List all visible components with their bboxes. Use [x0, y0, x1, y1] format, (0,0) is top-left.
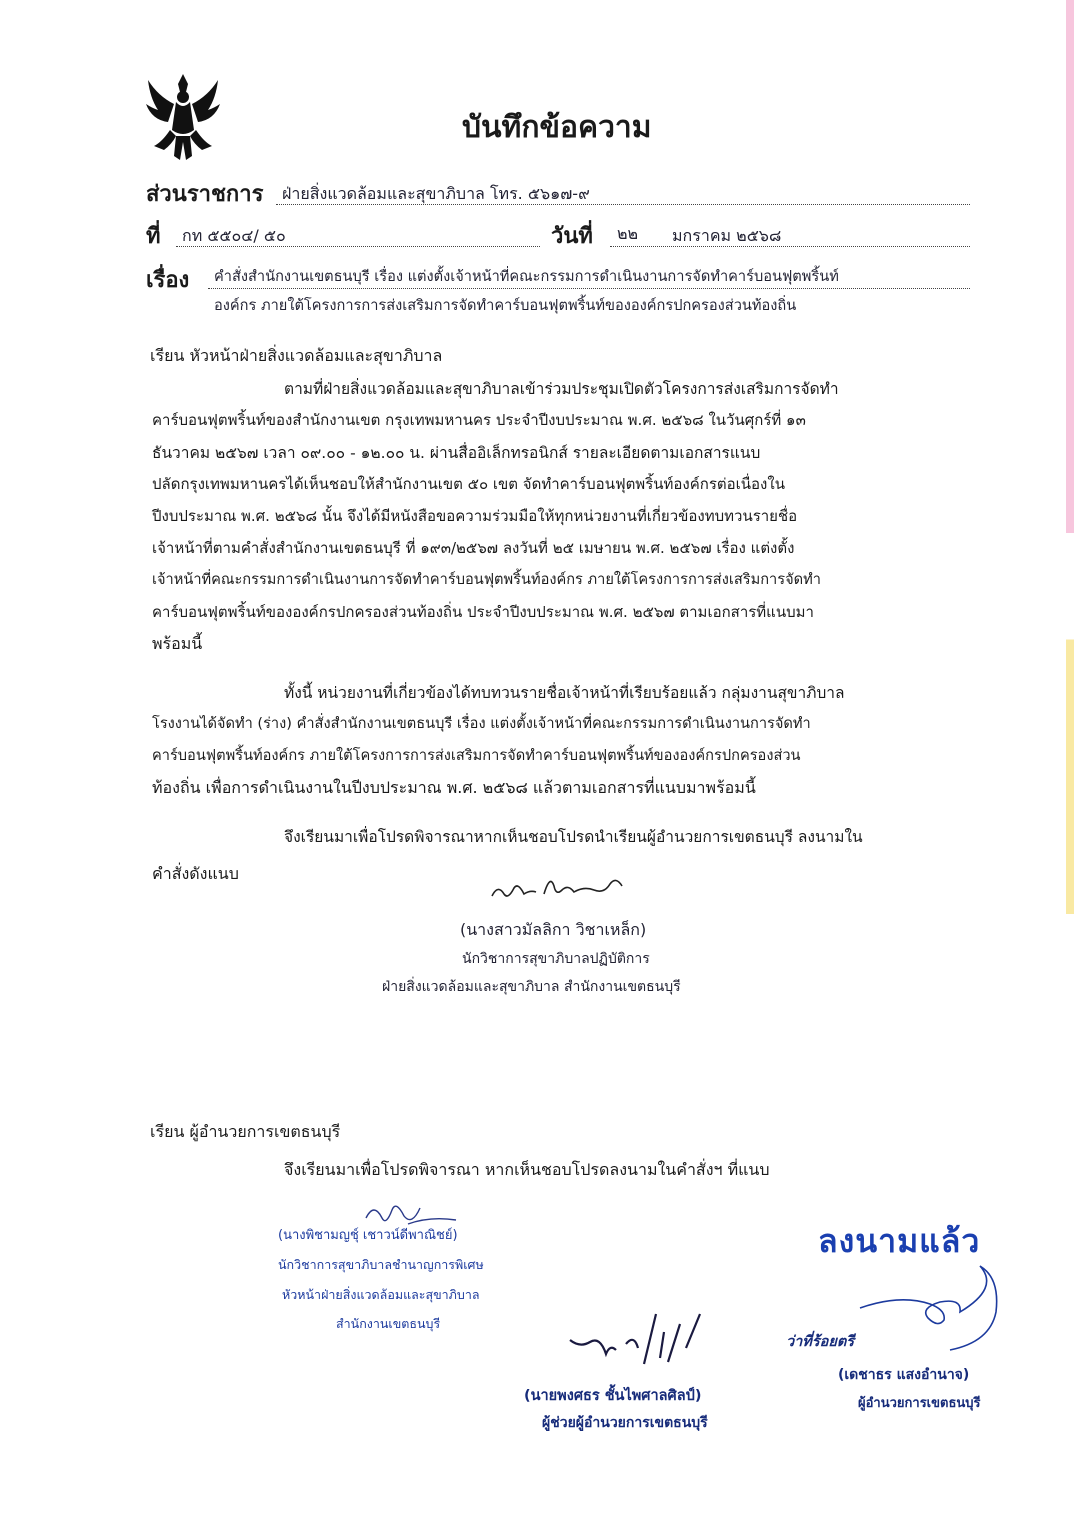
para1-line-4: ปลัดกรุงเทพมหานครได้เห็นชอบให้สำนักงานเขต ๕๐ เขต จัดทำคาร์บอนฟุตพริ้นท์องค์กรต่อเนื่องใน — [152, 475, 785, 493]
ref-line — [176, 246, 540, 247]
signature-1 — [488, 866, 638, 906]
para1-line-6: เจ้าหน้าที่ตามคำสั่งสำนักงานเขตธนบุรี ที่ ๑๙๓/๒๕๖๗ ลงวันที่ ๒๕ เมษายน พ.ศ. ๒๕๖๗ เรื่อง แต่งตั้ง — [152, 539, 795, 557]
recipient-line: เรียน หัวหน้าฝ่ายสิ่งแวดล้อมและสุขาภิบาล — [150, 346, 443, 365]
signature-4 — [850, 1258, 1030, 1368]
subject-line-2: องค์กร ภายใต้โครงการการส่งเสริมการจัดทำคาร์บอนฟุตพริ้นท์ขององค์กรปกครองส่วนท้องถิ่น — [214, 297, 797, 314]
signer2-office: สำนักงานเขตธนบุรี — [336, 1316, 441, 1331]
signer3-name: (นายพงศธร ชั้นไพศาลศิลป์) — [524, 1388, 702, 1404]
garuda-emblem-icon — [140, 70, 226, 162]
page-title: บันทึกข้อความ — [462, 110, 652, 145]
ref-label: ที่ — [146, 224, 161, 249]
para1-line-7: เจ้าหน้าที่คณะกรรมการดำเนินงานการจัดทำคาร์บอนฟุตพริ้นท์องค์กร ภายใต้โครงการการส่งเสริมการจัดทำ — [152, 571, 821, 588]
date-line — [610, 246, 970, 247]
signer1-name: (นางสาวมัลลิกา วิชาเหล็ก) — [460, 920, 647, 939]
signature-3 — [560, 1304, 740, 1374]
para3-line-1: จึงเรียนมาเพื่อโปรดพิจารณาหากเห็นชอบโปรดนำเรียนผู้อำนวยการเขตธนบุรี ลงนามใน — [284, 828, 863, 846]
department-line — [276, 204, 970, 205]
signer4-prefix: ว่าที่ร้อยตรี — [786, 1334, 855, 1350]
signer4-position: ผู้อำนวยการเขตธนบุรี — [858, 1396, 981, 1411]
signed-stamp: ลงนามแล้ว — [818, 1222, 981, 1260]
signer2-position: นักวิชาการสุขาภิบาลชำนาญการพิเศษ — [278, 1257, 484, 1272]
signer1-position: นักวิชาการสุขาภิบาลปฏิบัติการ — [462, 951, 650, 967]
para1-line-5: ปีงบประมาณ พ.ศ. ๒๕๖๘ นั้น จึงได้มีหนังสือขอความร่วมมือให้ทุกหน่วยงานที่เกี่ยวข้องทบทวนรายชื่อ — [152, 507, 798, 525]
signer2-name: (นางพิชามญชุ์ เชาวน์ดีพาณิชย์) — [278, 1228, 458, 1243]
para1-line-2: คาร์บอนฟุตพริ้นท์ของสำนักงานเขต กรุงเทพมหานคร ประจำปีงบประมาณ พ.ศ. ๒๕๖๘ ในวันศุกร์ที่ ๑๓ — [152, 411, 806, 429]
para1-line-8: คาร์บอนฟุตพริ้นท์ขององค์กรปกครองส่วนท้องถิ่น ประจำปีงบประมาณ พ.ศ. ๒๕๖๗ ตามเอกสารที่แนบมา — [152, 603, 814, 621]
department-label: ส่วนราชการ — [146, 182, 264, 207]
recipient2-line: เรียน ผู้อำนวยการเขตธนบุรี — [150, 1122, 341, 1141]
para4-line: จึงเรียนมาเพื่อโปรดพิจารณา หากเห็นชอบโปรดลงนามในคำสั่งฯ ที่แนบ — [284, 1160, 770, 1179]
subject-line-1: คำสั่งสำนักงานเขตธนบุรี เรื่อง แต่งตั้งเจ้าหน้าที่คณะกรรมการดำเนินงานการจัดทำคาร์บอนฟุตพริ้นท์ — [214, 268, 839, 285]
para1-line-1: ตามที่ฝ่ายสิ่งแวดล้อมและสุขาภิบาลเข้าร่วมประชุมเปิดตัวโครงการส่งเสริมการจัดทำ — [284, 380, 839, 398]
date-month-year: มกราคม ๒๕๖๘ — [672, 226, 782, 245]
signer2-unit: หัวหน้าฝ่ายสิ่งแวดล้อมและสุขาภิบาล — [282, 1287, 480, 1302]
date-label: วันที่ — [551, 224, 593, 249]
date-day: ๒๒ — [617, 224, 639, 243]
para2-line-1: ทั้งนี้ หน่วยงานที่เกี่ยวข้องได้ทบทวนรายชื่อเจ้าหน้าที่เรียบร้อยแล้ว กลุ่มงานสุขาภิบาล — [284, 684, 845, 702]
para1-line-3: ธันวาคม ๒๕๖๗ เวลา ๐๙.๐๐ - ๑๒.๐๐ น. ผ่านสื่ออิเล็กทรอนิกส์ รายละเอียดตามเอกสารแนบ — [152, 444, 761, 462]
para3-line-2: คำสั่งดังแนบ — [152, 864, 239, 883]
para1-line-9: พร้อมนี้ — [152, 634, 203, 653]
para2-line-3: คาร์บอนฟุตพริ้นท์องค์กร ภายใต้โครงการการส่งเสริมการจัดทำคาร์บอนฟุตพริ้นท์ขององค์กรปกครองส่วน — [152, 747, 801, 764]
signer4-name: (เดชาธร แสงอำนาจ) — [838, 1367, 970, 1383]
para2-line-2: โรงงานได้จัดทำ (ร่าง) คำสั่งสำนักงานเขตธนบุรี เรื่อง แต่งตั้งเจ้าหน้าที่คณะกรรมการดำเนินงานการจัดทำ — [152, 715, 811, 732]
ref-value: กท ๕๕๐๔/ ๕๐ — [182, 226, 286, 245]
subject-label: เรื่อง — [146, 268, 190, 293]
subject-underline — [208, 288, 970, 289]
department-value: ฝ่ายสิ่งแวดล้อมและสุขาภิบาล โทร. ๕๖๑๗-๙ — [282, 184, 590, 203]
page-edge-color-strip — [1066, 0, 1074, 1523]
signer1-unit: ฝ่ายสิ่งแวดล้อมและสุขาภิบาล สำนักงานเขตธนบุรี — [382, 979, 681, 995]
para2-line-4: ท้องถิ่น เพื่อการดำเนินงานในปีงบประมาณ พ.ศ. ๒๕๖๘ แล้วตามเอกสารที่แนบมาพร้อมนี้ — [152, 778, 756, 797]
signer3-position: ผู้ช่วยผู้อำนวยการเขตธนบุรี — [542, 1415, 708, 1431]
